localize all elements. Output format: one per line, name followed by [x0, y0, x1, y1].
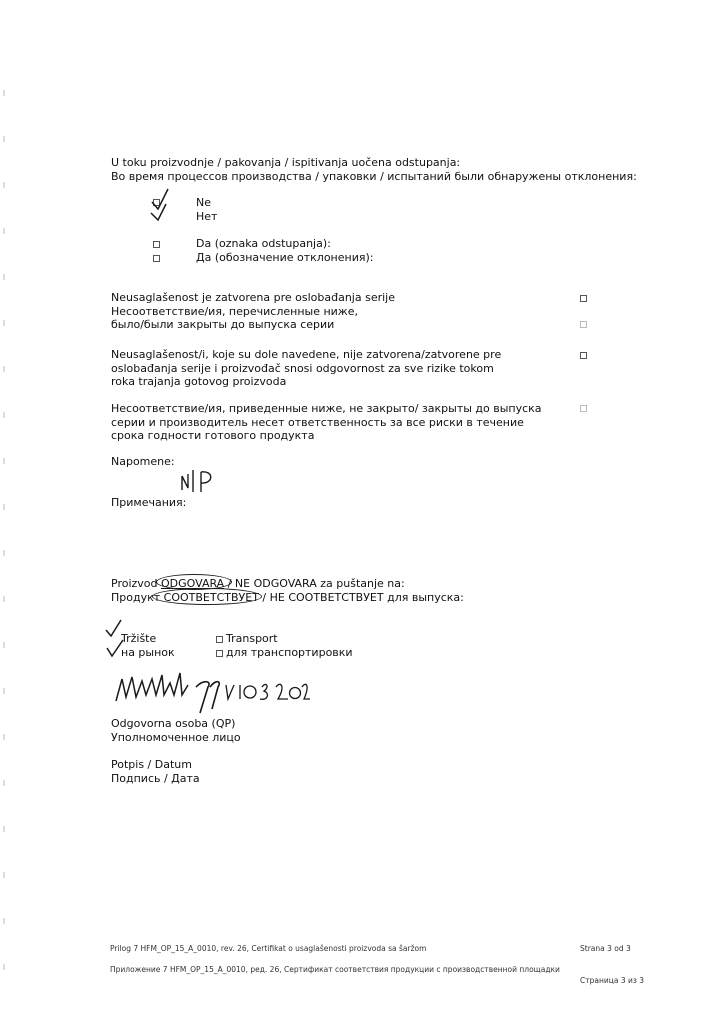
yes-option-sr: Da (oznaka odstupanja): — [196, 237, 331, 250]
yes-checkbox[interactable] — [153, 241, 160, 248]
footer-ref-ru: Приложение 7 HFM_OP_15_A_0010, ред. 26, Сертификат соответствия продукции с производственной площадки — [110, 965, 560, 974]
nonconformity-closed-checkbox-ru[interactable] — [580, 321, 587, 328]
signature-date-label — [111, 758, 200, 785]
transport-checkbox-ru[interactable] — [216, 650, 223, 657]
signature-and-date-handwritten — [112, 665, 312, 720]
notes-label-sr: Napomene: — [111, 455, 175, 468]
nonconformity-open-ru-3: срока годности готового продукта — [111, 429, 315, 442]
nonconformity-closed-checkbox[interactable] — [580, 295, 587, 302]
nonconformity-open-ru-1: Несоответствие/ия, приведенные ниже, не закрыто/ закрыты до выпуска — [111, 402, 542, 415]
market-option-ru: на рынок — [121, 645, 175, 659]
nonconformity-open-ru-2: серии и производитель несет ответственность за все риски в течение — [111, 415, 524, 429]
yes-option-label — [196, 237, 373, 264]
nonconformity-closed-ru-2: было/были закрыты до выпуска серии — [111, 318, 335, 331]
release-sr-prefix: Proizvod — [111, 577, 158, 590]
qualified-person-sr: Odgovorna osoba (QP) — [111, 717, 236, 730]
nonconformity-closed-ru-1: Несоответствие/ия, перечисленные ниже, — [111, 304, 358, 318]
no-option-ru: Нет — [196, 209, 218, 223]
no-checkmark — [146, 186, 176, 226]
nonconformity-closed-text — [111, 291, 395, 332]
footer-page-ru: Страница 3 из 3 — [580, 976, 644, 985]
scan-edge-artifact — [3, 90, 5, 990]
signature-date-sr: Potpis / Datum — [111, 758, 192, 771]
release-ru-conforms: СООТВЕТСТВУЕТ — [163, 591, 259, 604]
market-option[interactable] — [121, 632, 175, 659]
no-option-sr: Ne — [196, 196, 211, 209]
signature-date-ru: Подпись / Дата — [111, 771, 200, 785]
qualified-person-label — [111, 717, 241, 744]
market-option-sr: Tržište — [121, 632, 157, 645]
transport-option — [226, 632, 353, 659]
nonconformity-open-text-ru — [111, 402, 542, 443]
transport-checkbox[interactable] — [216, 636, 223, 643]
nonconformity-open-text-sr — [111, 348, 501, 389]
nonconformity-closed-sr: Neusaglašenost je zatvorena pre oslobađanja serije — [111, 291, 395, 304]
deviations-heading-ru: Во время процессов производства / упаковки / испытаний были обнаружены отклонения: — [111, 169, 637, 183]
release-sr-conforms: ODGOVARA — [161, 577, 225, 590]
transport-option-sr: Transport — [226, 632, 278, 645]
conforms-circle-ru — [152, 588, 262, 605]
deviations-heading-sr: U toku proizvodnje / pakovanja / ispitivanja uočena odstupanja: — [111, 156, 461, 169]
release-ru-suffix: / НЕ СООТВЕТСТВУЕТ для выпуска: — [262, 591, 464, 604]
nonconformity-open-sr-2: oslobađanja serije i proizvođač snosi odgovornost za sve rizike tokom — [111, 361, 494, 375]
qualified-person-ru: Уполномоченное лицо — [111, 730, 241, 744]
nonconformity-open-checkbox-ru[interactable] — [580, 405, 587, 412]
footer-page-sr: Strana 3 od 3 — [580, 944, 631, 953]
release-statement-sr — [111, 577, 405, 591]
no-option-label — [196, 196, 217, 223]
nonconformity-open-checkbox[interactable] — [580, 352, 587, 359]
nonconformity-open-sr-3: roka trajanja gotovog proizvoda — [111, 375, 287, 388]
footer-ref-sr: Prilog 7 HFM_OP_15_A_0010, rev. 26, Certifikat o usaglašenosti proizvoda sa šaržom — [110, 944, 427, 953]
transport-option-ru: для транспортировки — [226, 645, 353, 659]
release-ru-prefix: Продукт — [111, 591, 161, 604]
yes-checkbox-ru[interactable] — [153, 255, 160, 262]
deviations-heading — [111, 156, 637, 183]
release-sr-suffix: / NE ODGOVARA za puštanje na: — [227, 577, 405, 590]
notes-handwritten-mark — [178, 462, 223, 494]
nonconformity-open-sr-1: Neusaglašenost/i, koje su dole navedene, nije zatvorena/zatvorene pre — [111, 348, 502, 361]
yes-option-ru: Да (обозначение отклонения): — [196, 250, 374, 264]
notes-label-ru: Примечания: — [111, 496, 187, 509]
